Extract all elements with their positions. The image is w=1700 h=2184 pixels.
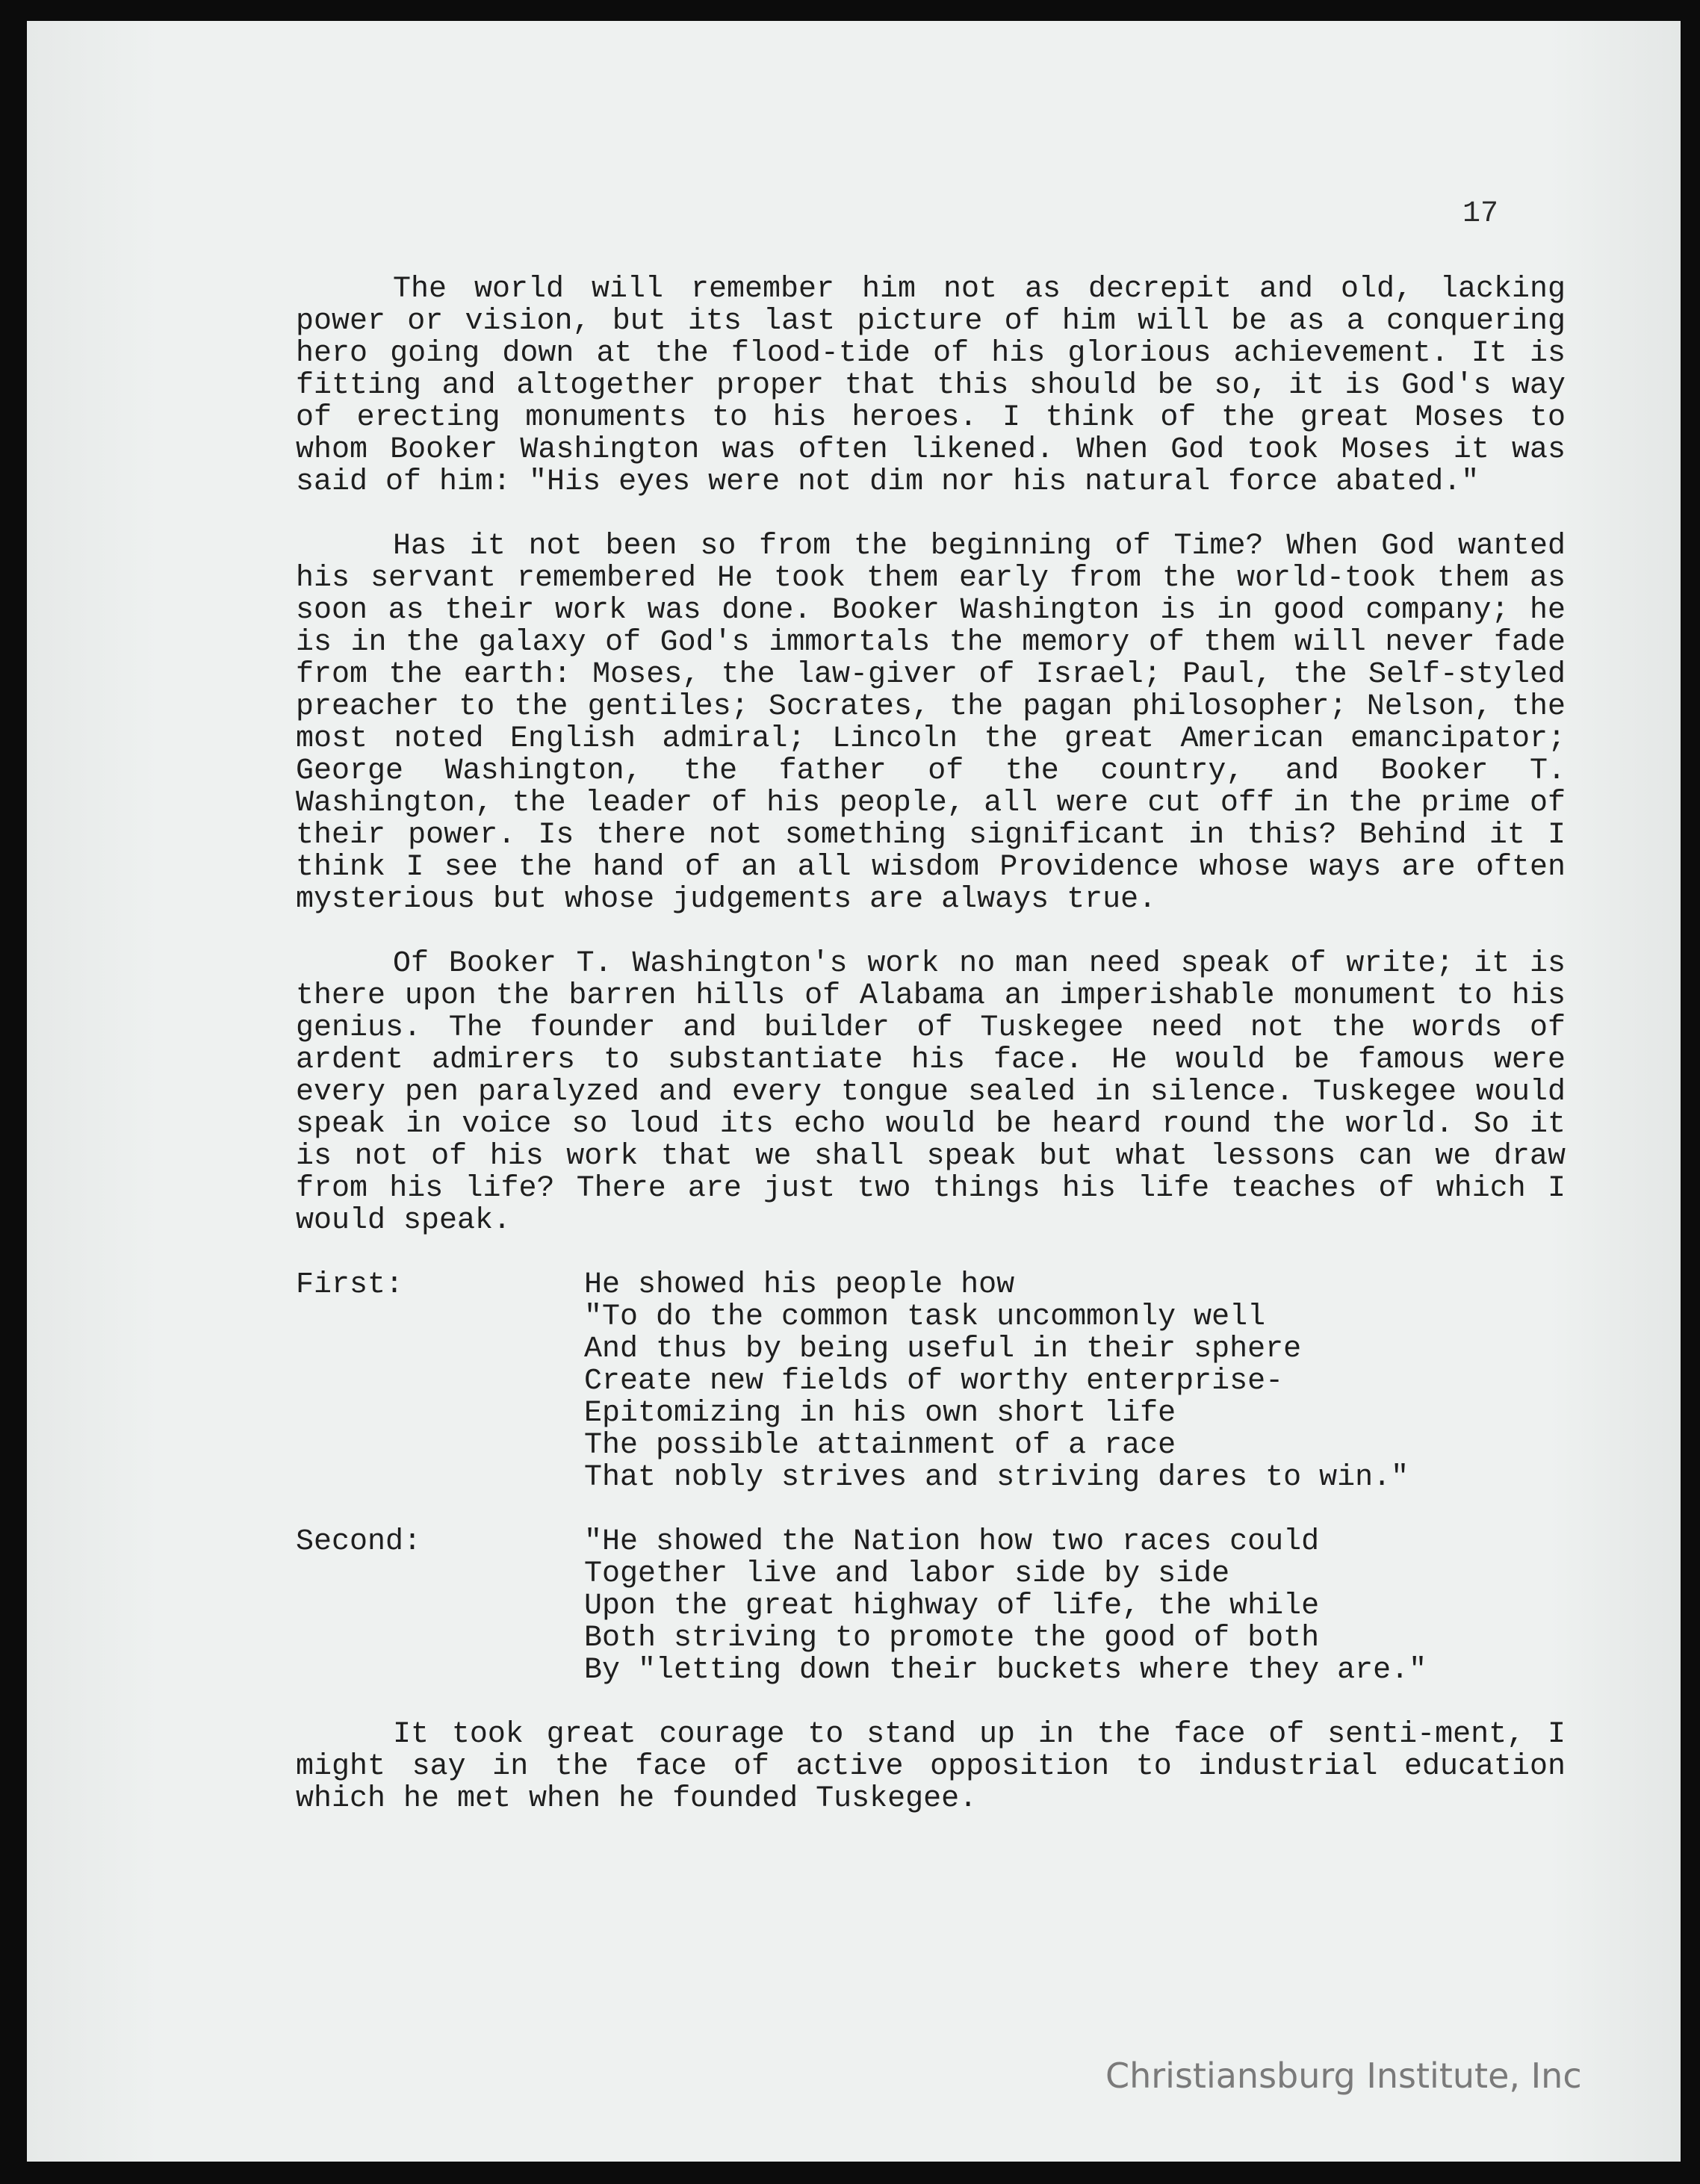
document-body [296,273,1566,1815]
verse-block-first [296,1269,1566,1494]
verse-line: Create new fields of worthy enterprise- [584,1365,1284,1398]
verse-label: First: [296,1268,404,1302]
verse-line: The possible attainment of a race [584,1429,1176,1462]
verse-line: Upon the great highway of life, the while [584,1589,1320,1623]
verse-block-second [296,1526,1566,1687]
document-page [27,21,1681,2162]
verse-line: Both striving to promote the good of both [584,1622,1320,1655]
verse-line: Epitomizing in his own short life [584,1397,1176,1430]
closing-paragraph: It took great courage to stand up in the face of senti-ment, I might say in the face of active opposition to industrial education which he met when he founded Tuskegee. [296,1718,1566,1816]
paragraph: The world will remember him not as decrepit and old, lacking power or vision, but its last picture of him will be as a conquering hero going down at the flood-tide of his glorious achievement. It is fitting and altogether proper that this should be so, it is God's way of erecting monuments to his heroes. I think of the great Moses to whom Booker Washington was often likened. When God took Moses it was said of him: "His eyes were not dim nor his natural force abated." [296,273,1566,499]
verse-line: "To do the common task uncommonly well [584,1300,1266,1334]
verse-lines [584,1526,1566,1687]
verse-line: By "letting down their buckets where they are." [584,1654,1427,1687]
watermark-text: Christiansburg Institute, Inc [1105,2056,1582,2096]
verse-line: He showed his people how [584,1268,1015,1302]
verse-label: Second: [296,1525,422,1559]
verse-lines [584,1269,1566,1494]
verse-line: That nobly strives and striving dares to win." [584,1461,1409,1495]
page-number: 17 [1462,197,1499,231]
paragraph: Of Booker T. Washington's work no man need speak of write; it is there upon the barren hills of Alabama an imperishable monument to his genius. The founder and builder of Tuskegee need not the words of ardent admirers to substantiate his face. He would be famous were every pen paralyzed and every tongue sealed in silence. Tuskegee would speak in voice so loud its echo would be heard round the world. So it is not of his work that we shall speak but what lessons can we draw from his life? There are just two things his life teaches of which I would speak. [296,947,1566,1238]
verse-line: "He showed the Nation how two races could [584,1525,1320,1559]
verse-line: And thus by being useful in their sphere [584,1333,1302,1366]
verse-line: Together live and labor side by side [584,1557,1230,1591]
paragraph: Has it not been so from the beginning of Time? When God wanted his servant remembered He took them early from the world-took them as soon as their work was done. Booker Washington is in good company; he is in the galaxy of God's immortals the memory of them will never fade from the earth: Moses, the law-giver of Israel; Paul, the Self-styled preacher to the gentiles; Socrates, the pagan philosopher; Nelson, the most noted English admiral; Lincoln the great American emancipator; George Washington, the father of the country, and Booker T. Washington, the leader of his people, all were cut off in the prime of their power. Is there not something significant in this? Behind it I think I see the hand of an all wisdom Providence whose ways are often mysterious but whose judgements are always true. [296,530,1566,916]
